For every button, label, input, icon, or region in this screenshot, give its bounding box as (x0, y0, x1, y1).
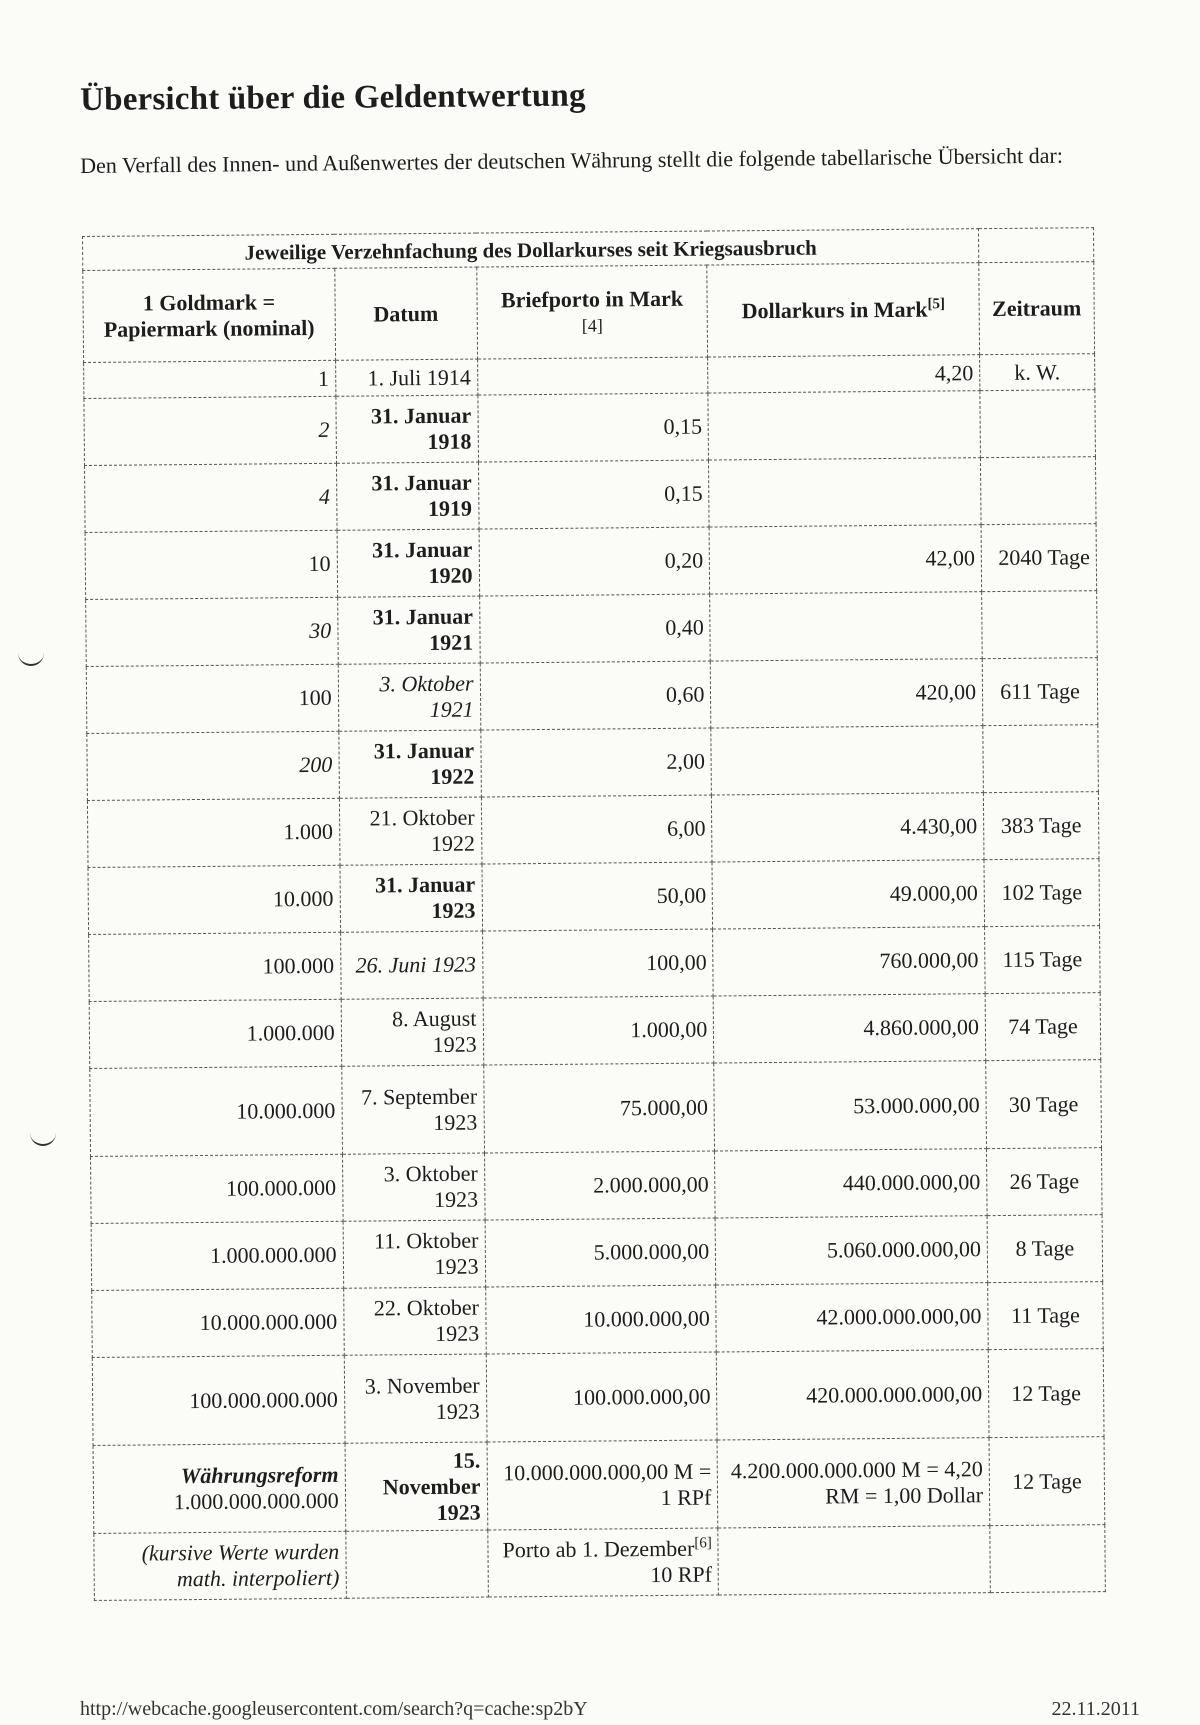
cell-goldmark: 10.000.000.000 (92, 1288, 344, 1357)
table-caption-empty (979, 228, 1094, 263)
table-row (91, 1148, 1103, 1224)
cell-goldmark: 200 (87, 731, 339, 800)
cell-dollar: 49.000,00 (712, 860, 984, 929)
cell-dollar: 420,00 (711, 659, 983, 728)
header-datum: Datum (334, 267, 477, 360)
cell-dollar: 4.430,00 (712, 793, 984, 862)
footer-url: http://webcache.googleusercontent.com/search?q=cache:sp2bY (80, 1698, 588, 1720)
cell-zeitraum: 102 Tage (984, 859, 1100, 927)
table-row (91, 1215, 1103, 1291)
cell-note-empty (346, 1530, 488, 1598)
cell-goldmark: 1 (84, 360, 336, 398)
cell-zeitraum: 74 Tage (985, 993, 1101, 1061)
cell-note-empty (718, 1526, 990, 1595)
cell-porto: 6,00 (481, 795, 712, 864)
footer-date: 22.11.2011 (1051, 1698, 1140, 1720)
cell-zeitraum: 30 Tage (986, 1060, 1102, 1149)
cell-porto: 2,00 (480, 728, 711, 797)
table-row (86, 591, 1098, 667)
cell-porto: 0,15 (477, 393, 708, 462)
cell-datum: 31. Januar 1918 (336, 395, 478, 463)
cell-porto: 2.000.000,00 (484, 1151, 715, 1220)
cell-note: (kursive Werte wurden math. interpoliert) (94, 1531, 346, 1600)
cell-zeitraum (980, 457, 1096, 525)
cell-goldmark: 100.000 (89, 932, 341, 1001)
cell-zeitraum: 12 Tage (988, 1349, 1104, 1438)
cell-zeitraum: 26 Tage (987, 1148, 1103, 1216)
cell-datum: 21. Oktober 1922 (339, 797, 481, 865)
cell-dollar: 4.860.000,00 (714, 994, 986, 1063)
table-caption: Jeweilige Verzehnfachung des Dollarkurses seit Kriegsausbruch (83, 229, 979, 271)
cell-zeitraum: 383 Tage (983, 792, 1099, 860)
cell-reform-datum: 15. November 1923 (345, 1442, 488, 1531)
punch-hole-mark (30, 1132, 56, 1146)
table-row (85, 457, 1097, 533)
cell-dollar (709, 458, 981, 527)
header-briefporto: Briefporto in Mark [4] (476, 265, 708, 359)
table-row (87, 792, 1099, 868)
cell-porto: 5.000.000,00 (485, 1218, 716, 1287)
cell-dollar: 42,00 (709, 525, 981, 594)
cell-reform-goldmark (93, 1443, 345, 1533)
table-row (87, 725, 1099, 801)
cell-datum: 31. Januar 1921 (337, 596, 479, 664)
inflation-table-wrapper (82, 227, 1106, 1601)
cell-porto: 75.000,00 (483, 1063, 715, 1153)
cell-zeitraum: 2040 Tage (981, 524, 1097, 592)
cell-porto: 0,40 (479, 594, 710, 663)
cell-zeitraum: 11 Tage (988, 1282, 1104, 1350)
cell-datum: 3. Oktober 1921 (338, 663, 480, 731)
reform-label: Währungsreform (180, 1461, 339, 1488)
cell-datum: 1. Juli 1914 (335, 359, 477, 396)
cell-goldmark: 10.000.000 (90, 1066, 342, 1156)
cell-zeitraum (983, 725, 1099, 793)
table-row (86, 658, 1098, 734)
cell-porto: 100,00 (482, 929, 713, 998)
table-row-reform (93, 1437, 1105, 1534)
cell-datum: 3. November 1923 (344, 1354, 487, 1443)
table-row (84, 390, 1096, 466)
cell-dollar: 4,20 (708, 355, 980, 393)
table-row-note (94, 1525, 1106, 1601)
reform-goldmark: 1.000.000.000.000 (173, 1487, 339, 1514)
cell-dollar: 42.000.000.000,00 (716, 1283, 988, 1352)
cell-datum: 31. Januar 1922 (339, 730, 481, 798)
cell-dollar: 760.000,00 (713, 927, 985, 996)
cell-dollar: 5.060.000.000,00 (715, 1216, 987, 1285)
header-briefporto-ref: [4] (581, 314, 603, 336)
cell-note-empty (990, 1525, 1106, 1593)
cell-note-porto: Porto ab 1. Dezember[6] 10 RPf (487, 1528, 718, 1597)
cell-zeitraum: k. W. (980, 354, 1095, 391)
punch-hole-mark (18, 652, 44, 666)
cell-goldmark: 1.000 (87, 798, 339, 867)
table-header-row (83, 262, 1095, 363)
cell-datum: 31. Januar 1920 (337, 529, 479, 597)
cell-datum: 31. Januar 1919 (336, 462, 478, 530)
cell-goldmark: 10 (85, 530, 337, 599)
cell-datum: 26. Juni 1923 (340, 931, 482, 999)
cell-porto: 100.000.000,00 (486, 1352, 718, 1442)
intro-text: Den Verfall des Innen- und Außenwertes der deutschen Währung stellt die folgende tabellarische Übersicht dar: (80, 142, 1063, 178)
note-porto-ref: [6] (694, 1535, 712, 1552)
cell-zeitraum: 115 Tage (985, 926, 1101, 994)
table-row (89, 926, 1101, 1002)
cell-porto: 50,00 (482, 862, 713, 931)
cell-zeitraum (982, 591, 1098, 659)
cell-porto: 0,60 (480, 661, 711, 730)
cell-dollar: 53.000.000,00 (714, 1061, 986, 1151)
cell-goldmark: 10.000 (88, 865, 340, 934)
cell-datum: 22. Oktober 1923 (343, 1287, 485, 1355)
inflation-table (82, 227, 1106, 1601)
cell-zeitraum: 611 Tage (982, 658, 1098, 726)
cell-porto: 0,20 (479, 527, 710, 596)
cell-dollar (708, 391, 980, 460)
cell-datum: 7. September 1923 (341, 1065, 484, 1154)
cell-dollar: 440.000.000,00 (715, 1149, 987, 1218)
cell-goldmark: 100.000.000.000 (92, 1355, 344, 1445)
cell-dollar (710, 592, 982, 661)
cell-porto: 10.000.000,00 (485, 1285, 716, 1354)
header-dollarkurs-ref: [5] (927, 295, 946, 312)
cell-porto: 1.000,00 (483, 996, 714, 1065)
cell-goldmark: 100.000.000 (91, 1154, 343, 1223)
cell-reform-zeitraum: 12 Tage (989, 1437, 1105, 1526)
table-row (88, 859, 1100, 935)
cell-datum: 31. Januar 1923 (340, 864, 482, 932)
cell-reform-porto: 10.000.000.000,00 M = 1 RPf (487, 1440, 719, 1530)
cell-datum: 8. August 1923 (341, 998, 483, 1066)
cell-zeitraum: 8 Tage (987, 1215, 1103, 1283)
page-title: Übersicht über die Geldentwertung (80, 77, 586, 118)
table-row (92, 1349, 1104, 1446)
cell-dollar (711, 726, 983, 795)
cell-goldmark: 1.000.000 (89, 999, 341, 1068)
cell-porto (477, 357, 708, 395)
cell-zeitraum (980, 390, 1096, 458)
cell-goldmark: 2 (84, 396, 336, 465)
cell-goldmark: 4 (85, 463, 337, 532)
table-row (90, 1060, 1102, 1157)
cell-dollar: 420.000.000.000,00 (717, 1350, 989, 1440)
table-row (89, 993, 1101, 1069)
page-footer (80, 1698, 1140, 1721)
table-row (92, 1282, 1104, 1358)
cell-datum: 11. Oktober 1923 (343, 1220, 485, 1288)
cell-goldmark: 1.000.000.000 (91, 1221, 343, 1290)
cell-datum: 3. Oktober 1923 (342, 1153, 484, 1221)
cell-reform-dollar: 4.200.000.000.000 M = 4,20 RM = 1,00 Dollar (717, 1438, 989, 1528)
header-dollarkurs: Dollarkurs in Mark[5] (707, 263, 979, 357)
table-row (85, 524, 1097, 600)
cell-goldmark: 100 (86, 664, 338, 733)
cell-goldmark: 30 (86, 597, 338, 666)
header-zeitraum: Zeitraum (979, 262, 1095, 355)
cell-porto: 0,15 (478, 460, 709, 529)
header-goldmark: 1 Goldmark = Papiermark (nominal) (83, 268, 335, 362)
